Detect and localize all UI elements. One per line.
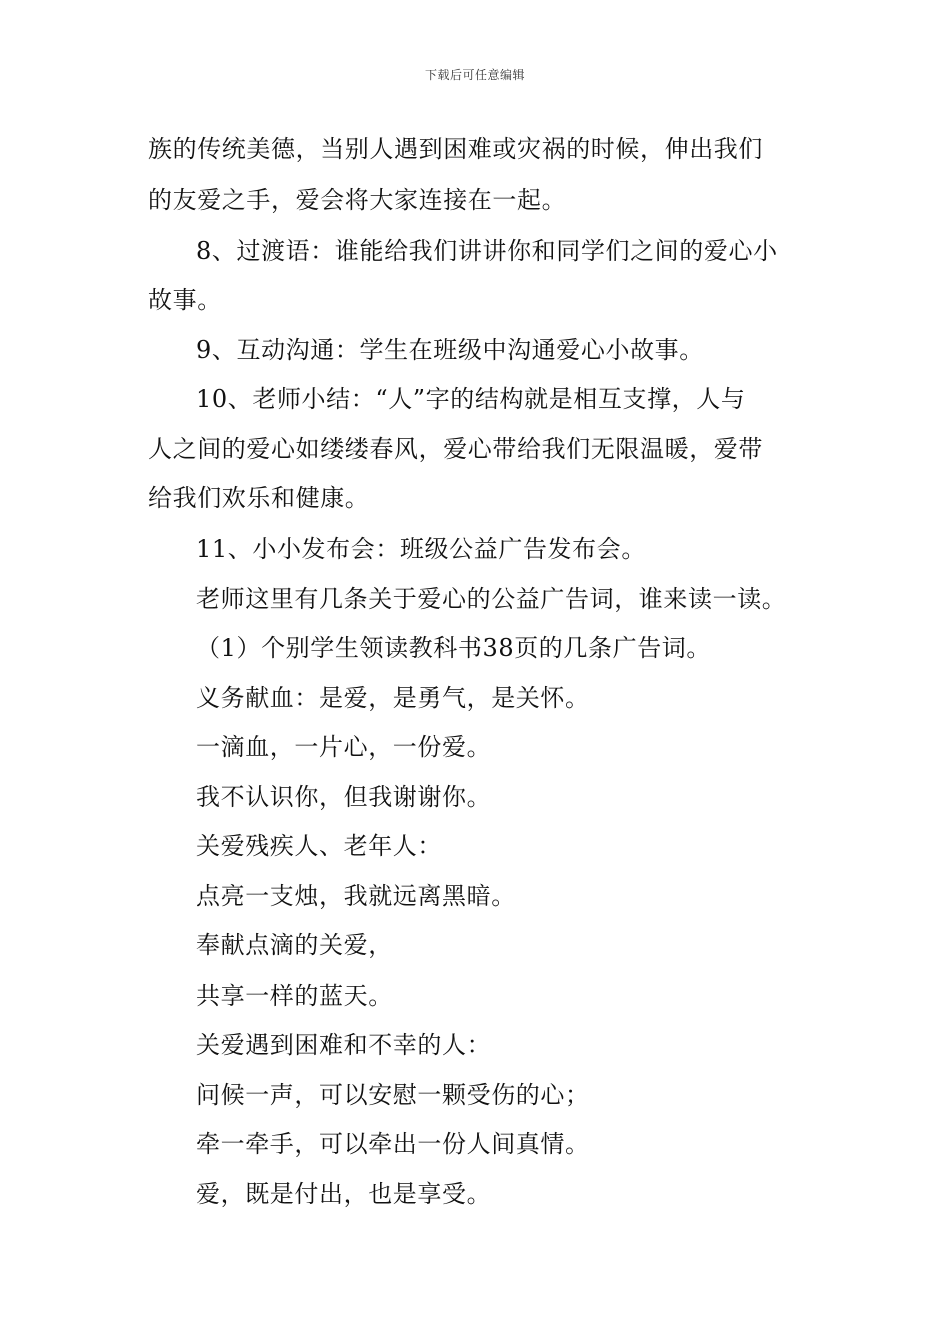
- paragraph-line: 人之间的爱心如缕缕春风，爱心带给我们无限温暖，爱带: [148, 435, 763, 463]
- paragraph-line: 关爱残疾人、老年人：: [196, 832, 442, 860]
- paragraph-line: 共享一样的蓝天。: [196, 982, 393, 1010]
- paragraph-line: 族的传统美德，当别人遇到困难或灾祸的时候，伸出我们: [148, 135, 763, 163]
- paragraph-line: 牵一牵手，可以牵出一份人间真情。: [196, 1130, 590, 1158]
- paragraph-line: 义务献血：是爱，是勇气，是关怀。: [196, 684, 590, 712]
- paragraph-line: （1）个别学生领读教科书38页的几条广告词。: [196, 634, 712, 662]
- paragraph-line: 奉献点滴的关爱，: [196, 931, 393, 959]
- paragraph-line: 我不认识你，但我谢谢你。: [196, 783, 492, 811]
- paragraph-line: 8、过渡语：谁能给我们讲讲你和同学们之间的爱心小: [196, 237, 778, 265]
- paragraph-line: 给我们欢乐和健康。: [148, 484, 370, 512]
- paragraph-line: 一滴血，一片心，一份爱。: [196, 733, 492, 761]
- paragraph-line: 的友爱之手，爱会将大家连接在一起。: [148, 186, 567, 214]
- paragraph-line: 故事。: [148, 286, 222, 314]
- paragraph-line: 11、小小发布会：班级公益广告发布会。: [196, 535, 646, 563]
- paragraph-line: 关爱遇到困难和不幸的人：: [196, 1031, 492, 1059]
- paragraph-line: 10、老师小结：“人”字的结构就是相互支撑，人与: [196, 385, 746, 413]
- page-header: 下载后可任意编辑: [424, 68, 525, 82]
- paragraph-line: 问候一声，可以安慰一颗受伤的心；: [196, 1081, 590, 1109]
- paragraph-line: 爱，既是付出，也是享受。: [196, 1180, 492, 1208]
- paragraph-line: 9、互动沟通：学生在班级中沟通爱心小故事。: [196, 336, 704, 364]
- paragraph-line: 老师这里有几条关于爱心的公益广告词，谁来读一读。: [196, 585, 787, 613]
- paragraph-line: 点亮一支烛，我就远离黑暗。: [196, 882, 516, 910]
